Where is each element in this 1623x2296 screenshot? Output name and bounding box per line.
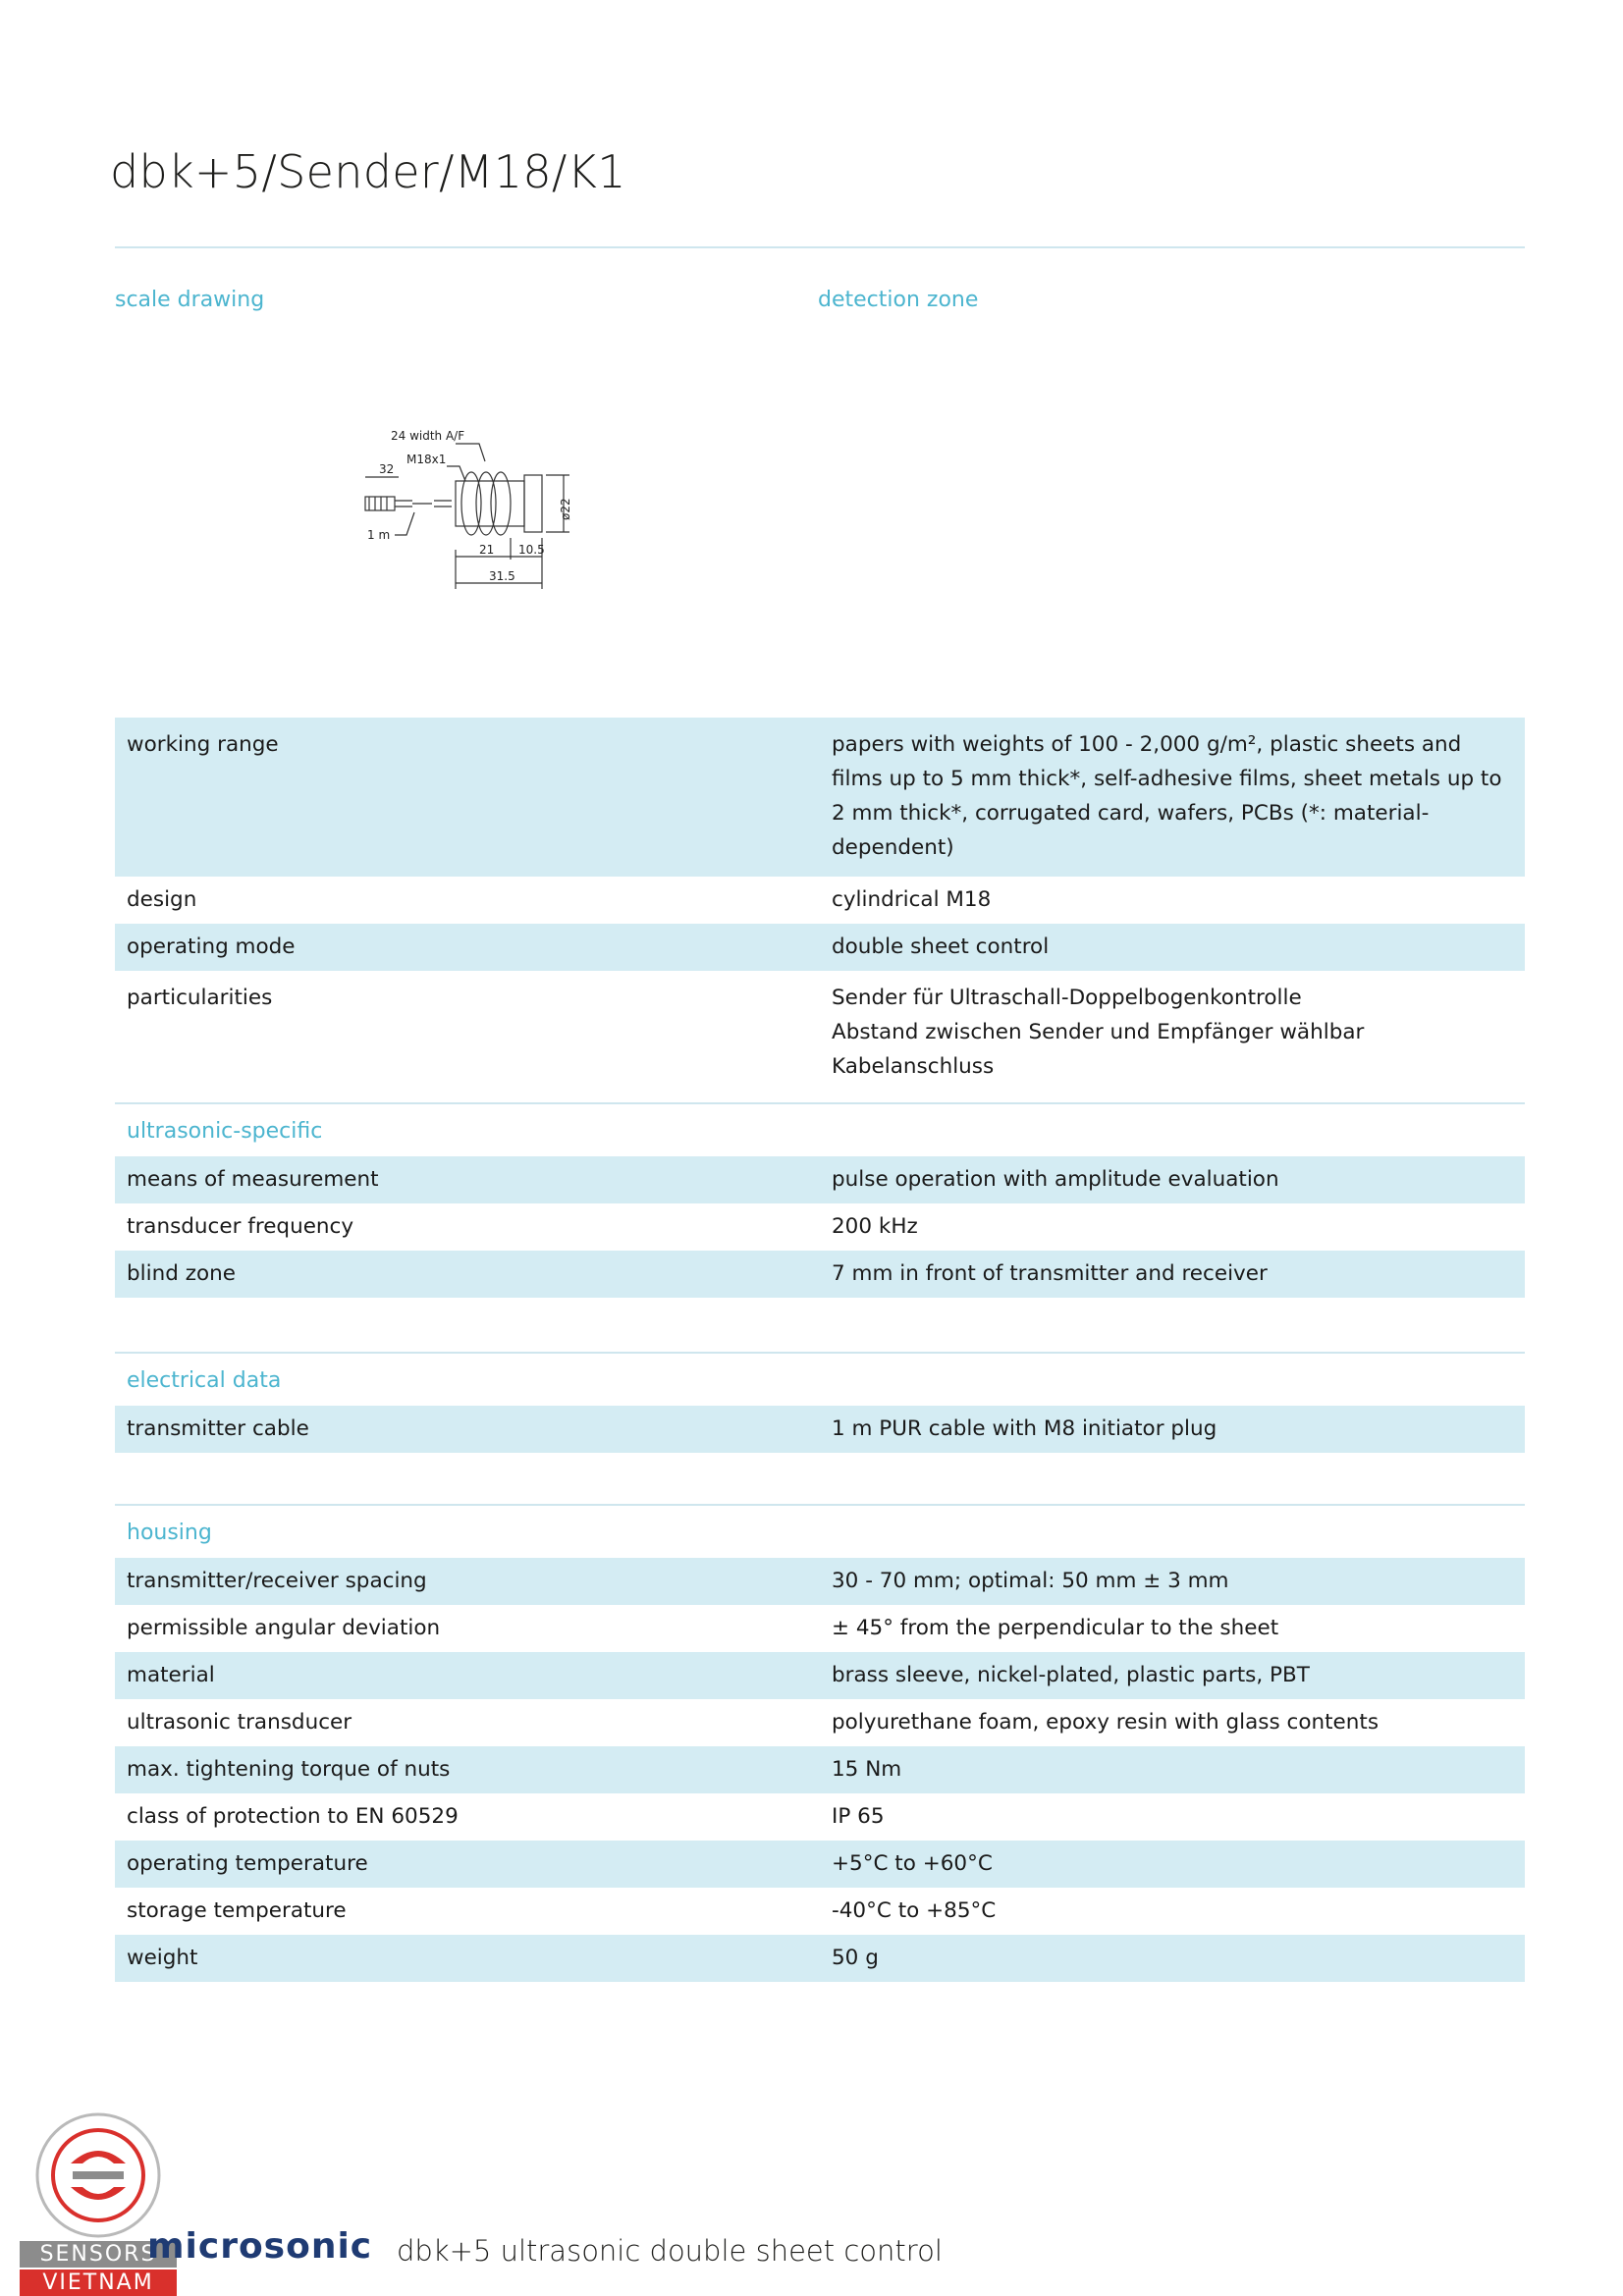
particularities-line: Kabelanschluss — [832, 1054, 995, 1079]
table-row — [115, 1203, 1525, 1251]
row-value: 1 m PUR cable with M8 initiator plug — [832, 1416, 1217, 1441]
row-value: 7 mm in front of transmitter and receiver — [832, 1261, 1268, 1286]
row-value: brass sleeve, nickel-plated, plastic parts, PBT — [832, 1663, 1310, 1687]
electrical-table — [115, 1355, 1525, 1453]
table-row — [115, 1156, 1525, 1203]
row-label: weight — [127, 1946, 198, 1970]
scale-drawing — [353, 422, 589, 599]
row-label: operating mode — [127, 934, 296, 959]
sensors-vietnam-logo — [20, 2110, 167, 2248]
row-label: working range — [127, 732, 279, 757]
row-label: design — [127, 887, 197, 912]
table-row — [115, 1888, 1525, 1935]
dim-cable: 1 m — [367, 528, 391, 542]
section-divider — [115, 1352, 1525, 1354]
sensor-head — [524, 475, 542, 532]
section-divider — [115, 1102, 1525, 1104]
row-value: double sheet control — [832, 934, 1050, 959]
table-row — [115, 718, 1525, 877]
row-value: 15 Nm — [832, 1757, 902, 1782]
row-label: particularities — [127, 986, 273, 1010]
dim-thread: M18x1 — [406, 453, 447, 466]
table-row — [115, 1406, 1525, 1453]
ultrasonic-table — [115, 1105, 1525, 1298]
general-table — [115, 718, 1525, 1095]
brand-logo: microsonic — [147, 2226, 373, 2267]
row-value: ± 45° from the perpendicular to the sheet — [832, 1616, 1279, 1640]
row-value: papers with weights of 100 - 2,000 g/m², plastic sheets and films up to 5 mm thick*, self-adhesive films, sheet metals up to 2 mm thick*, corrugated card, wafers, PCBs (*: material-dependent) — [832, 732, 1502, 860]
row-label: transmitter/receiver spacing — [127, 1569, 427, 1593]
table-row — [115, 877, 1525, 924]
section-heading: electrical data — [127, 1368, 282, 1393]
table-row — [115, 1841, 1525, 1888]
logo-sensors-label: SENSORS — [20, 2241, 177, 2268]
row-value: IP 65 — [832, 1804, 885, 1829]
row-value: 200 kHz — [832, 1214, 918, 1239]
table-row — [115, 1699, 1525, 1746]
particularities-line: Sender für Ultraschall-Doppelbogenkontrolle — [832, 986, 1302, 1010]
table-row — [115, 1652, 1525, 1699]
logo-vietnam-label: VIETNAM — [20, 2269, 177, 2296]
dim-31-5: 31.5 — [489, 569, 515, 583]
particularities-line: Abstand zwischen Sender und Empfänger wählbar — [832, 1020, 1365, 1044]
row-label: operating temperature — [127, 1851, 368, 1876]
row-label: ultrasonic transducer — [127, 1710, 352, 1735]
title-divider — [115, 246, 1525, 248]
row-value: cylindrical M18 — [832, 887, 992, 912]
row-label: blind zone — [127, 1261, 236, 1286]
row-label: storage temperature — [127, 1898, 347, 1923]
row-label: max. tightening torque of nuts — [127, 1757, 451, 1782]
section-heading: housing — [127, 1521, 212, 1545]
table-row — [115, 1558, 1525, 1605]
table-row — [115, 971, 1525, 1095]
detection-zone-label: detection zone — [818, 288, 979, 312]
dim-width-af: 24 width A/F — [391, 429, 465, 443]
sensor-body — [456, 481, 524, 526]
dim-10-5: 10.5 — [518, 543, 545, 557]
table-row — [115, 1746, 1525, 1793]
row-label: material — [127, 1663, 215, 1687]
row-value: polyurethane foam, epoxy resin with glass contents — [832, 1710, 1380, 1735]
table-row — [115, 1935, 1525, 1982]
housing-table — [115, 1507, 1525, 1982]
row-value: pulse operation with amplitude evaluation — [832, 1167, 1279, 1192]
section-heading: ultrasonic-specific — [127, 1119, 323, 1144]
table-row — [115, 1251, 1525, 1298]
row-value: -40°C to +85°C — [832, 1898, 997, 1923]
row-label: transducer frequency — [127, 1214, 354, 1239]
table-row — [115, 1793, 1525, 1841]
row-label: permissible angular deviation — [127, 1616, 441, 1640]
row-label: means of measurement — [127, 1167, 379, 1192]
section-divider — [115, 1504, 1525, 1506]
scale-drawing-label: scale drawing — [115, 288, 265, 312]
row-value — [820, 971, 1525, 1095]
row-value: 50 g — [832, 1946, 879, 1970]
dim-32: 32 — [379, 462, 395, 476]
dim-21: 21 — [479, 543, 495, 557]
footer-text: dbk+5 ultrasonic double sheet control — [397, 2234, 943, 2268]
dim-d22: ø22 — [559, 498, 572, 520]
page-title: dbk+5/Sender/M18/K1 — [110, 145, 626, 198]
row-value: 30 - 70 mm; optimal: 50 mm ± 3 mm — [832, 1569, 1229, 1593]
table-row — [115, 924, 1525, 971]
row-value: +5°C to +60°C — [832, 1851, 993, 1876]
row-label: class of protection to EN 60529 — [127, 1804, 459, 1829]
row-label: transmitter cable — [127, 1416, 309, 1441]
table-row — [115, 1605, 1525, 1652]
